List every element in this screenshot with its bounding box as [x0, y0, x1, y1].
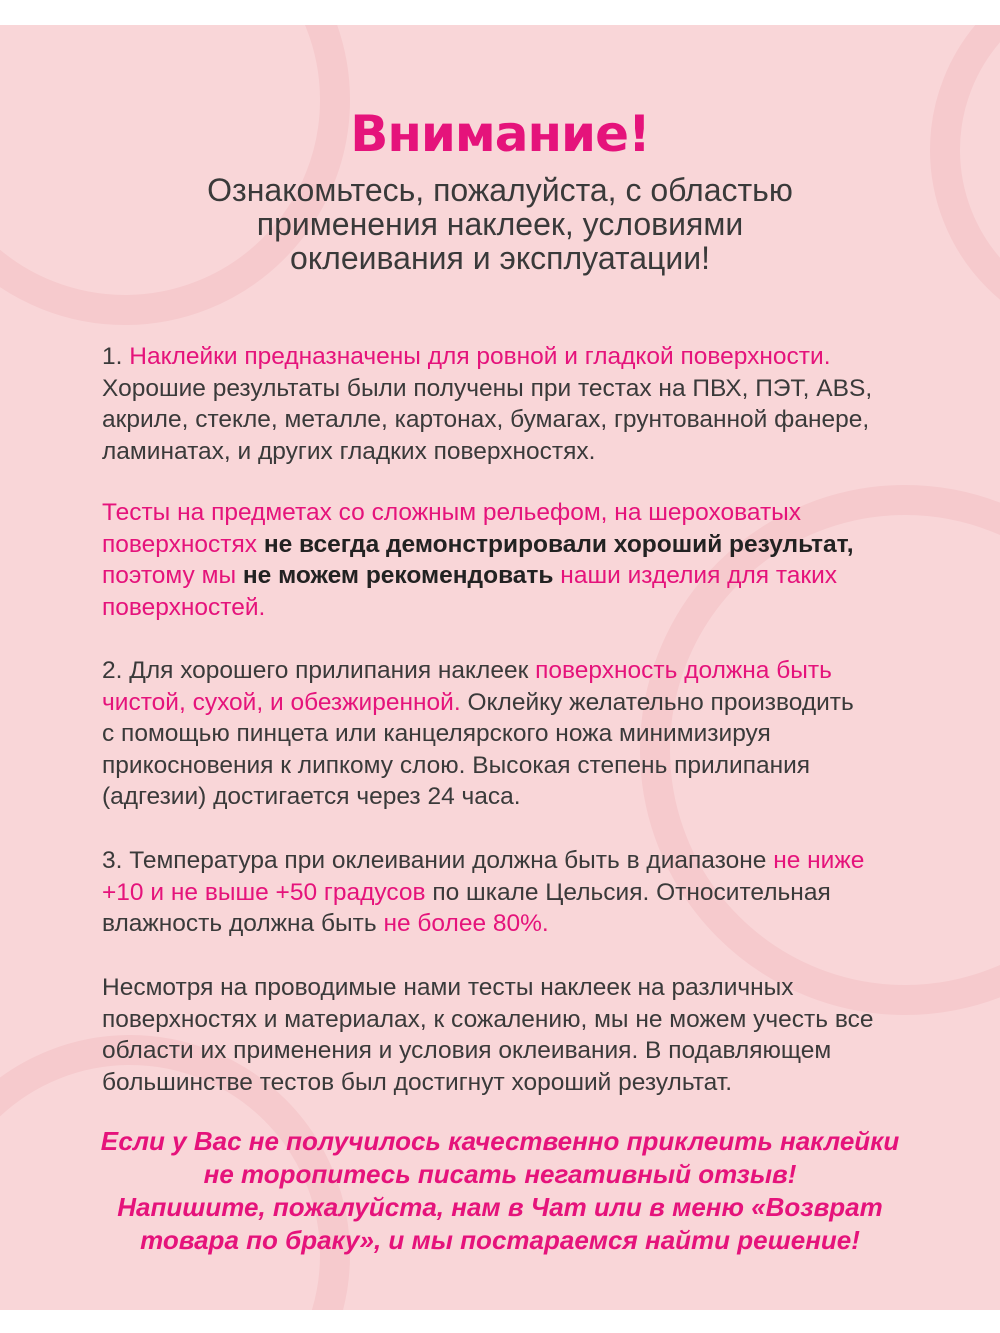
page-title: Внимание!: [350, 105, 650, 163]
highlight-text: поэтому мы: [102, 562, 243, 589]
subtitle-line: оклеивания и эксплуатации!: [290, 240, 710, 276]
paragraph-rough-surfaces: [102, 497, 912, 623]
closing-line: не торопитесь писать негативный отзыв!: [203, 1159, 797, 1189]
notice-card: [0, 25, 1000, 1310]
item-number: 1.: [102, 343, 130, 370]
paragraph-line: [102, 560, 912, 592]
paragraph-line: большинстве тестов был достигнут хороший результат.: [102, 1068, 733, 1096]
plain-text: по шкале Цельсия. Относительная: [425, 878, 831, 906]
plain-text: Оклейку желательно производить: [460, 688, 854, 716]
paragraph-surface-types: [102, 341, 912, 467]
paragraph-line: поверхностей.: [102, 593, 266, 621]
plain-text: 2. Для хорошего прилипания наклеек: [102, 657, 536, 684]
highlight-text: чистой, сухой, и обезжиренной.: [102, 688, 461, 716]
paragraph-line: [102, 845, 912, 877]
paragraph-line: с помощью пинцета или канцелярского ножа минимизируя: [102, 720, 771, 747]
bold-text: не всегда демонстрировали хороший результат,: [263, 530, 854, 558]
paragraph-line: (адгезии) достигается через 24 часа.: [102, 783, 521, 810]
highlight-text: не ниже: [773, 847, 865, 874]
highlight-text: наши изделия для таких: [553, 562, 838, 589]
closing-line: товара по браку», и мы постараемся найти решение!: [140, 1225, 860, 1255]
paragraph-line: [102, 655, 912, 687]
paragraph-line: акриле, стекле, металле, картонах, бумагах, грунтованной фанере,: [102, 406, 870, 433]
paragraph-line: [102, 687, 912, 719]
paragraph-line: Несмотря на проводимые нами тесты наклеек на различных: [102, 974, 794, 1001]
paragraph-line: прикосновения к липкому слою. Высокая степень прилипания: [102, 751, 811, 779]
paragraph-line: Тесты на предметах со сложным рельефом, на шероховатых: [102, 499, 802, 526]
closing-line: Если у Вас не получилось качественно приклеить наклейки: [100, 1126, 900, 1156]
paragraph-disclaimer: [102, 972, 912, 1098]
paragraph-line: поверхностях и материалах, к сожалению, мы не можем учесть все: [102, 1005, 874, 1033]
highlight-text: Наклейки предназначены для ровной и гладкой поверхности.: [129, 343, 831, 370]
highlight-text: поверхность должна быть: [535, 657, 832, 684]
closing-line: Напишите, пожалуйста, нам в Чат или в меню «Возврат: [117, 1192, 883, 1222]
highlight-text: не более 80%.: [383, 910, 549, 937]
paragraph-line: области их применения и условия оклеивания. В подавляющем: [102, 1037, 832, 1064]
subtitle-line: Ознакомьтесь, пожалуйста, с областью: [207, 172, 793, 208]
paragraph-line: [102, 877, 912, 909]
plain-text: 3. Температура при оклеивании должна быть в диапазоне: [102, 847, 774, 874]
paragraph-line: Хорошие результаты были получены при тестах на ПВХ, ПЭТ, ABS,: [102, 374, 873, 402]
subtitle-line: применения наклеек, условиями: [256, 206, 744, 242]
paragraph-line: [102, 908, 912, 940]
plain-text: влажность должна быть: [102, 910, 384, 937]
paragraph-adhesion: [102, 655, 912, 813]
paragraph-temperature: [102, 845, 912, 940]
bold-text: не можем рекомендовать: [242, 562, 554, 589]
page-subtitle: [0, 173, 1000, 275]
highlight-text: поверхностях: [102, 530, 264, 558]
paragraph-line: [102, 529, 912, 561]
closing-appeal: [0, 1125, 1000, 1257]
paragraph-line: ламинатах, и других гладких поверхностях.: [102, 437, 596, 465]
paragraph-line: [102, 341, 912, 373]
highlight-text: +10 и не выше +50 градусов: [102, 878, 426, 906]
